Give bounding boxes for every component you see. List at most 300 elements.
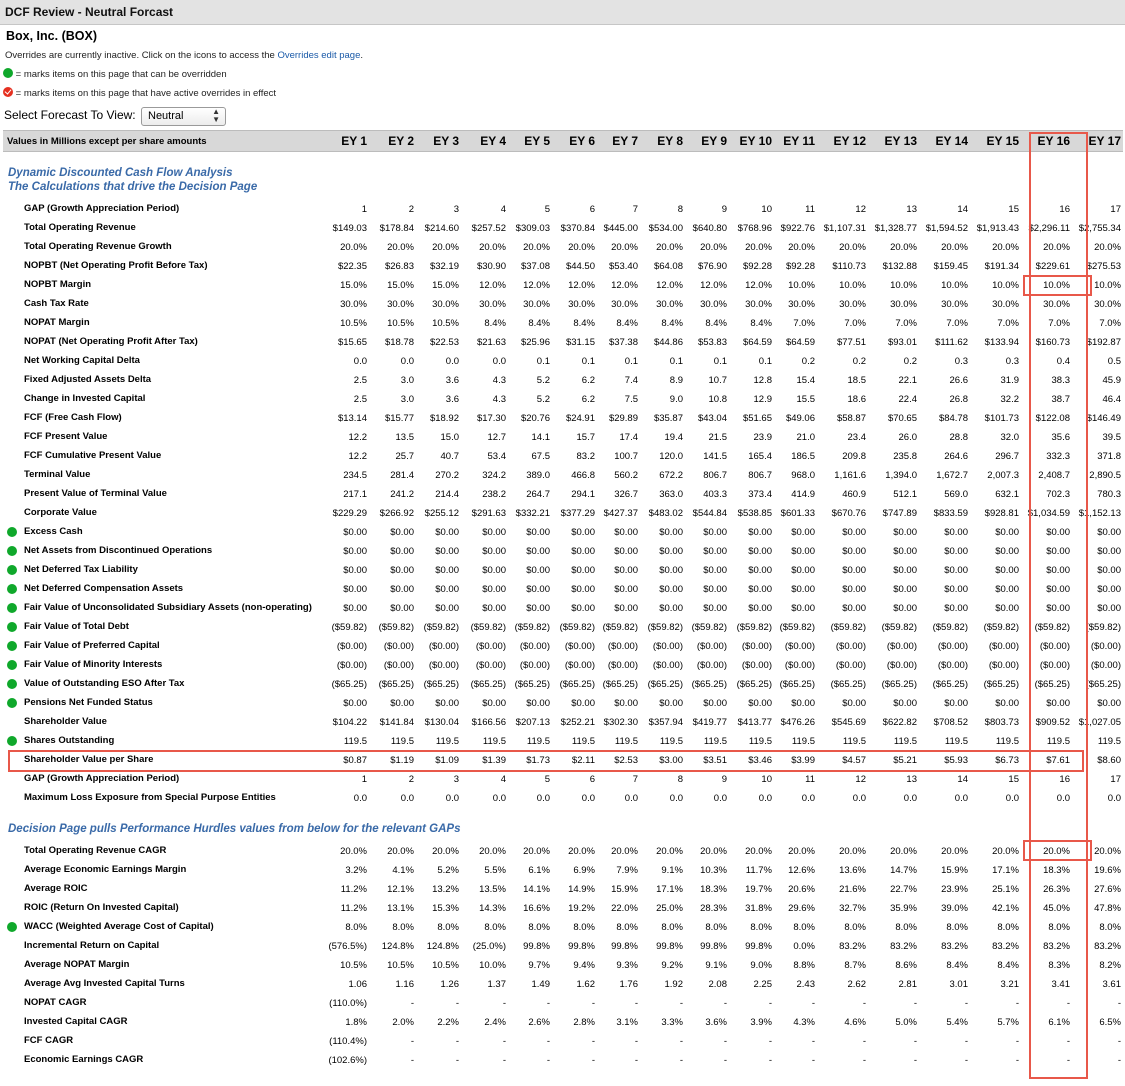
override-icon[interactable] — [7, 736, 17, 746]
table-cell: - — [723, 1055, 727, 1066]
table-cell: 4.3 — [492, 375, 506, 386]
table-row — [0, 750, 1125, 769]
override-icon[interactable] — [7, 546, 17, 556]
table-cell: 2.2% — [437, 1017, 459, 1028]
table-cell: 0.0 — [713, 793, 727, 804]
table-cell: 0.5 — [1107, 356, 1121, 367]
table-cell: 8.4% — [750, 318, 772, 329]
table-cell: 30.0% — [387, 299, 414, 310]
table-cell: $534.00 — [648, 223, 683, 234]
table-cell: $427.37 — [603, 508, 638, 519]
table-cell: 294.1 — [571, 489, 595, 500]
table-cell: 8.0% — [573, 922, 595, 933]
table-cell: $601.33 — [780, 508, 815, 519]
table-cell: 119.5 — [390, 736, 414, 747]
table-cell: $0.00 — [526, 546, 550, 557]
override-icon[interactable] — [7, 641, 17, 651]
table-cell: 0.0 — [669, 793, 683, 804]
table-cell: $0.00 — [842, 565, 866, 576]
table-cell: 6.1% — [528, 865, 550, 876]
table-cell: 15 — [1008, 204, 1019, 215]
table-cell: 0.1 — [713, 356, 727, 367]
table-cell: - — [502, 998, 506, 1009]
row-label: Average Economic Earnings Margin — [24, 864, 187, 875]
column-header-ey-17: EY 17 — [1088, 134, 1121, 148]
table-cell: $0.00 — [791, 603, 815, 614]
table-cell: 0.3 — [1005, 356, 1019, 367]
table-cell: 0.0 — [353, 793, 367, 804]
table-cell: $0.00 — [842, 546, 866, 557]
table-cell: $544.84 — [692, 508, 727, 519]
table-cell: 83.2% — [1094, 941, 1121, 952]
table-cell: 20.0% — [745, 242, 772, 253]
table-cell: $0.00 — [995, 584, 1019, 595]
table-cell: 23.9% — [941, 884, 968, 895]
table-cell: 20.0% — [992, 846, 1019, 857]
table-cell: 186.5 — [791, 451, 815, 462]
table-row — [0, 1012, 1125, 1031]
table-cell: 363.0 — [659, 489, 683, 500]
table-cell: 10.0% — [890, 280, 917, 291]
table-cell: 371.8 — [1097, 451, 1121, 462]
table-cell: $7.61 — [1046, 755, 1070, 766]
table-cell: 21.6% — [839, 884, 866, 895]
table-cell: 235.8 — [893, 451, 917, 462]
table-cell: $833.59 — [933, 508, 968, 519]
table-cell: 9 — [721, 774, 727, 785]
table-cell: 20.0% — [387, 846, 414, 857]
table-cell: 18.5 — [847, 375, 866, 386]
table-cell: 8 — [677, 204, 683, 215]
table-cell: ($65.25) — [881, 679, 917, 690]
table-cell: 0.2 — [801, 356, 815, 367]
override-icon[interactable] — [7, 622, 17, 632]
units-label: Values in Millions except per share amounts — [7, 136, 207, 147]
table-cell: 19.4 — [664, 432, 683, 443]
table-cell: 8.0% — [844, 922, 866, 933]
table-cell: $0.00 — [703, 584, 727, 595]
table-row — [0, 731, 1125, 750]
table-cell: $0.00 — [748, 565, 772, 576]
table-cell: 42.1% — [992, 903, 1019, 914]
table-cell: $160.73 — [1035, 337, 1070, 348]
table-row — [0, 955, 1125, 974]
table-cell: $133.94 — [984, 337, 1019, 348]
table-cell: 5.7% — [997, 1017, 1019, 1028]
table-cell: - — [811, 1055, 815, 1066]
table-cell: 12.0% — [745, 280, 772, 291]
table-row — [0, 522, 1125, 541]
table-cell: 20.0% — [479, 846, 506, 857]
override-icon[interactable] — [7, 603, 17, 613]
table-cell: 10 — [761, 774, 772, 785]
table-cell: 1.06 — [348, 979, 367, 990]
table-cell: 119.5 — [659, 736, 683, 747]
table-cell: $483.02 — [648, 508, 683, 519]
table-cell: $252.21 — [560, 717, 595, 728]
table-cell: 83.2 — [576, 451, 595, 462]
table-cell: $2.11 — [571, 755, 595, 766]
table-cell: ($65.25) — [691, 679, 727, 690]
table-cell: $191.34 — [984, 261, 1019, 272]
table-cell: 2,890.5 — [1089, 470, 1121, 481]
override-icon[interactable] — [7, 698, 17, 708]
row-label: FCF CAGR — [24, 1035, 74, 1046]
table-cell: 3 — [453, 774, 459, 785]
table-cell: 99.8% — [656, 941, 683, 952]
table-cell: $0.00 — [1046, 527, 1070, 538]
table-cell: 31.8% — [745, 903, 772, 914]
forecast-select[interactable] — [141, 107, 226, 126]
table-cell: $0.00 — [659, 698, 683, 709]
table-cell: - — [679, 1036, 683, 1047]
table-cell: 7 — [632, 774, 638, 785]
table-cell: 1 — [361, 774, 367, 785]
table-cell: $0.00 — [893, 565, 917, 576]
table-cell: 18.6 — [847, 394, 866, 405]
company-name: Box, Inc. (BOX) — [6, 29, 97, 43]
table-cell: $302.30 — [603, 717, 638, 728]
table-cell: $0.00 — [944, 546, 968, 557]
column-header-ey-4: EY 4 — [480, 134, 506, 148]
table-cell: 632.1 — [995, 489, 1019, 500]
table-row — [0, 788, 1125, 807]
table-cell: 29.6% — [788, 903, 815, 914]
table-cell: ($0.00) — [383, 660, 414, 671]
table-cell: - — [591, 998, 595, 1009]
table-cell: 20.0% — [568, 242, 595, 253]
table-row — [0, 332, 1125, 351]
table-cell: 22.7% — [890, 884, 917, 895]
table-cell: 12.0% — [523, 280, 550, 291]
table-cell: 264.7 — [526, 489, 550, 500]
table-cell: 5 — [544, 204, 550, 215]
table-cell: 0.0 — [758, 793, 772, 804]
table-cell: - — [768, 1036, 772, 1047]
table-cell: ($0.00) — [519, 660, 550, 671]
table-cell: ($59.82) — [1034, 622, 1070, 633]
table-cell: ($59.82) — [423, 622, 459, 633]
table-cell: $538.85 — [737, 508, 772, 519]
table-cell: 83.2% — [941, 941, 968, 952]
table-cell: 20.0% — [611, 242, 638, 253]
override-icon[interactable] — [7, 660, 17, 670]
table-row — [0, 1050, 1125, 1069]
table-cell: 10.7 — [708, 375, 727, 386]
table-cell: $0.00 — [390, 546, 414, 557]
table-cell: 3.21 — [1000, 979, 1019, 990]
table-cell: ($0.00) — [564, 641, 595, 652]
table-cell: 4.6% — [844, 1017, 866, 1028]
table-cell: 15.5 — [796, 394, 815, 405]
table-cell: $476.26 — [780, 717, 815, 728]
table-cell: 15.0% — [387, 280, 414, 291]
table-cell: $0.00 — [343, 584, 367, 595]
table-cell: $0.00 — [614, 546, 638, 557]
table-cell: $110.73 — [832, 261, 866, 272]
table-cell: 119.5 — [842, 736, 866, 747]
table-cell: - — [591, 1055, 595, 1066]
table-cell: 8.0% — [946, 922, 968, 933]
table-row — [0, 655, 1125, 674]
table-cell: 3.0 — [400, 394, 414, 405]
table-cell: 20.0% — [611, 846, 638, 857]
row-label: NOPAT (Net Operating Profit After Tax) — [24, 336, 198, 347]
table-cell: - — [502, 1055, 506, 1066]
table-cell: 11.2% — [340, 903, 367, 914]
table-cell: 3.6 — [445, 394, 459, 405]
table-cell: $0.00 — [343, 527, 367, 538]
table-cell: 13.5% — [479, 884, 506, 895]
table-cell: 10.5% — [387, 960, 414, 971]
table-cell: $708.52 — [933, 717, 968, 728]
table-cell: ($0.00) — [519, 641, 550, 652]
table-cell: 20.0% — [1043, 846, 1070, 857]
table-cell: ($0.00) — [564, 660, 595, 671]
table-cell: 12.7 — [487, 432, 506, 443]
table-cell: 20.0% — [941, 846, 968, 857]
table-cell: $92.28 — [742, 261, 772, 272]
table-cell: 0.0% — [793, 941, 815, 952]
overrides-edit-link[interactable]: Overrides edit page — [277, 50, 361, 61]
table-cell: $0.00 — [995, 698, 1019, 709]
row-label: ROIC (Return On Invested Capital) — [24, 902, 179, 913]
table-cell: $0.00 — [1097, 603, 1121, 614]
table-cell: $0.00 — [893, 603, 917, 614]
table-cell: 1 — [361, 204, 367, 215]
table-cell: 234.5 — [343, 470, 367, 481]
table-cell: ($0.00) — [607, 641, 638, 652]
table-cell: $64.59 — [785, 337, 815, 348]
table-cell: - — [723, 1036, 727, 1047]
table-cell: $0.00 — [659, 603, 683, 614]
table-cell: 18.3% — [700, 884, 727, 895]
table-cell: ($0.00) — [988, 641, 1019, 652]
table-cell: 30.0% — [479, 299, 506, 310]
forecast-select-label: Select Forecast To View: — [4, 108, 136, 122]
row-label: Invested Capital CAGR — [24, 1016, 128, 1027]
table-cell: 30.0% — [656, 299, 683, 310]
table-cell: 0.1 — [669, 356, 683, 367]
row-label: Excess Cash — [24, 526, 83, 537]
row-label: Economic Earnings CAGR — [24, 1054, 144, 1065]
table-cell: 15 — [1008, 774, 1019, 785]
table-cell: $0.00 — [944, 527, 968, 538]
table-cell: 119.5 — [791, 736, 815, 747]
table-cell: 9 — [721, 204, 727, 215]
table-cell: 53.4 — [487, 451, 506, 462]
table-cell: 15.0% — [432, 280, 459, 291]
table-cell: 6 — [589, 774, 595, 785]
table-cell: $93.01 — [887, 337, 917, 348]
row-label: NOPAT CAGR — [24, 997, 87, 1008]
table-cell: - — [964, 998, 968, 1009]
table-cell: $0.00 — [1046, 603, 1070, 614]
table-cell: 8.0% — [750, 922, 772, 933]
table-cell: $192.87 — [1086, 337, 1121, 348]
table-cell: 39.5 — [1102, 432, 1121, 443]
table-cell: 8.6% — [895, 960, 917, 971]
table-cell: $3.51 — [703, 755, 727, 766]
table-cell: 0.0 — [1056, 793, 1070, 804]
table-cell: 19.6% — [1094, 865, 1121, 876]
column-header-ey-14: EY 14 — [935, 134, 968, 148]
table-cell: 23.9 — [753, 432, 772, 443]
table-cell: 10.0% — [1094, 280, 1121, 291]
table-cell: $0.00 — [571, 527, 595, 538]
table-cell: $0.00 — [435, 546, 459, 557]
table-cell: 7.0% — [895, 318, 917, 329]
table-cell: ($0.00) — [652, 641, 683, 652]
table-cell: $178.84 — [379, 223, 414, 234]
table-cell: 10.5% — [432, 960, 459, 971]
table-cell: $0.00 — [571, 546, 595, 557]
table-cell: $3.99 — [791, 755, 815, 766]
row-label: NOPBT (Net Operating Profit Before Tax) — [24, 260, 208, 271]
table-cell: 20.0% — [479, 242, 506, 253]
table-cell: - — [768, 998, 772, 1009]
table-cell: $37.08 — [520, 261, 550, 272]
table-cell: (110.4%) — [329, 1036, 367, 1047]
table-cell: $0.00 — [1046, 698, 1070, 709]
table-cell: $76.90 — [697, 261, 727, 272]
table-cell: $132.88 — [882, 261, 917, 272]
table-cell: $0.00 — [944, 698, 968, 709]
table-cell: 8.4% — [573, 318, 595, 329]
table-cell: 8.0% — [437, 922, 459, 933]
table-cell: $2,296.11 — [1028, 223, 1070, 234]
row-label: GAP (Growth Appreciation Period) — [24, 773, 180, 784]
table-cell: $0.00 — [842, 603, 866, 614]
table-cell: $0.00 — [842, 527, 866, 538]
table-cell: 17.1% — [992, 865, 1019, 876]
table-cell: 569.0 — [944, 489, 968, 500]
table-cell: 20.6% — [788, 884, 815, 895]
table-cell: 13 — [906, 204, 917, 215]
table-cell: 18.3% — [1043, 865, 1070, 876]
table-cell: $0.00 — [1097, 527, 1121, 538]
table-row — [0, 313, 1125, 332]
table-cell: 20.0% — [839, 242, 866, 253]
table-cell: 8.8% — [793, 960, 815, 971]
table-cell: 23.4 — [847, 432, 866, 443]
table-cell: $0.00 — [995, 546, 1019, 557]
table-cell: 15.3% — [432, 903, 459, 914]
table-cell: 30.0% — [788, 299, 815, 310]
table-cell: 11.7% — [745, 865, 772, 876]
table-cell: $445.00 — [603, 223, 638, 234]
table-cell: 15.0 — [440, 432, 459, 443]
table-cell: 13.2% — [432, 884, 459, 895]
override-icon[interactable] — [7, 922, 17, 932]
table-cell: $0.00 — [703, 527, 727, 538]
table-cell: - — [811, 998, 815, 1009]
table-cell: $1,107.31 — [823, 223, 866, 234]
override-icon[interactable] — [7, 679, 17, 689]
table-cell: $0.00 — [482, 698, 506, 709]
table-cell: $0.00 — [571, 584, 595, 595]
table-cell: - — [964, 1036, 968, 1047]
override-icon[interactable] — [7, 584, 17, 594]
table-cell: 4.3% — [793, 1017, 815, 1028]
table-cell: $0.00 — [893, 584, 917, 595]
table-cell: 12.0% — [479, 280, 506, 291]
table-cell: 16.6% — [523, 903, 550, 914]
table-cell: ($0.00) — [1090, 641, 1121, 652]
table-cell: 20.0% — [432, 846, 459, 857]
table-cell: 7.0% — [997, 318, 1019, 329]
row-label: Net Deferred Compensation Assets — [24, 583, 184, 594]
table-cell: $419.77 — [692, 717, 727, 728]
table-cell: ($0.00) — [336, 641, 367, 652]
table-cell: $0.00 — [343, 565, 367, 576]
table-cell: 28.3% — [700, 903, 727, 914]
table-cell: 19.2% — [568, 903, 595, 914]
table-cell: $1,913.43 — [976, 223, 1019, 234]
table-cell: $64.08 — [653, 261, 683, 272]
table-cell: 119.5 — [1097, 736, 1121, 747]
table-cell: 1.37 — [487, 979, 506, 990]
table-cell: ($0.00) — [886, 641, 917, 652]
select-arrows-icon: ▲ ▼ — [212, 107, 220, 124]
table-cell: $640.80 — [692, 223, 727, 234]
table-cell: 296.7 — [995, 451, 1019, 462]
table-row — [0, 503, 1125, 522]
table-cell: $229.61 — [1035, 261, 1070, 272]
table-cell: $43.04 — [697, 413, 727, 424]
table-cell: - — [1117, 998, 1121, 1009]
table-cell: 26.0 — [898, 432, 917, 443]
table-cell: 1.16 — [395, 979, 414, 990]
table-cell: 5.0% — [895, 1017, 917, 1028]
column-header-ey-5: EY 5 — [524, 134, 550, 148]
table-cell: $0.00 — [893, 698, 917, 709]
override-icon[interactable] — [7, 565, 17, 575]
row-label: Fair Value of Preferred Capital — [24, 640, 160, 651]
table-cell: $928.81 — [984, 508, 1019, 519]
table-cell: ($59.82) — [470, 622, 506, 633]
table-cell: 20.0% — [839, 846, 866, 857]
table-cell: 22.4 — [898, 394, 917, 405]
table-cell: 8.4% — [661, 318, 683, 329]
table-cell: 11 — [805, 204, 815, 215]
table-cell: - — [723, 998, 727, 1009]
table-cell: 0.0 — [624, 793, 638, 804]
table-cell: 0.1 — [758, 356, 772, 367]
table-row — [0, 693, 1125, 712]
table-cell: 20.0% — [700, 846, 727, 857]
table-cell: 7.9% — [616, 865, 638, 876]
table-cell: $0.00 — [659, 584, 683, 595]
table-cell: 672.2 — [659, 470, 683, 481]
table-cell: $111.62 — [935, 337, 968, 348]
table-cell: ($0.00) — [1090, 660, 1121, 671]
table-cell: ($59.82) — [779, 622, 815, 633]
row-label: Fair Value of Unconsolidated Subsidiary Assets (non-operating) — [24, 602, 312, 613]
table-cell: 124.8% — [426, 941, 459, 952]
table-cell: (576.5%) — [328, 941, 367, 952]
override-icon[interactable] — [7, 527, 17, 537]
row-label: Total Operating Revenue CAGR — [24, 845, 167, 856]
table-cell: 20.0% — [568, 846, 595, 857]
table-cell: 124.8% — [381, 941, 414, 952]
table-cell: $0.00 — [791, 565, 815, 576]
table-cell: 20.0% — [745, 846, 772, 857]
table-cell: 12.6% — [788, 865, 815, 876]
row-label: Average ROIC — [24, 883, 88, 894]
table-row — [0, 879, 1125, 898]
table-cell: $768.96 — [737, 223, 772, 234]
